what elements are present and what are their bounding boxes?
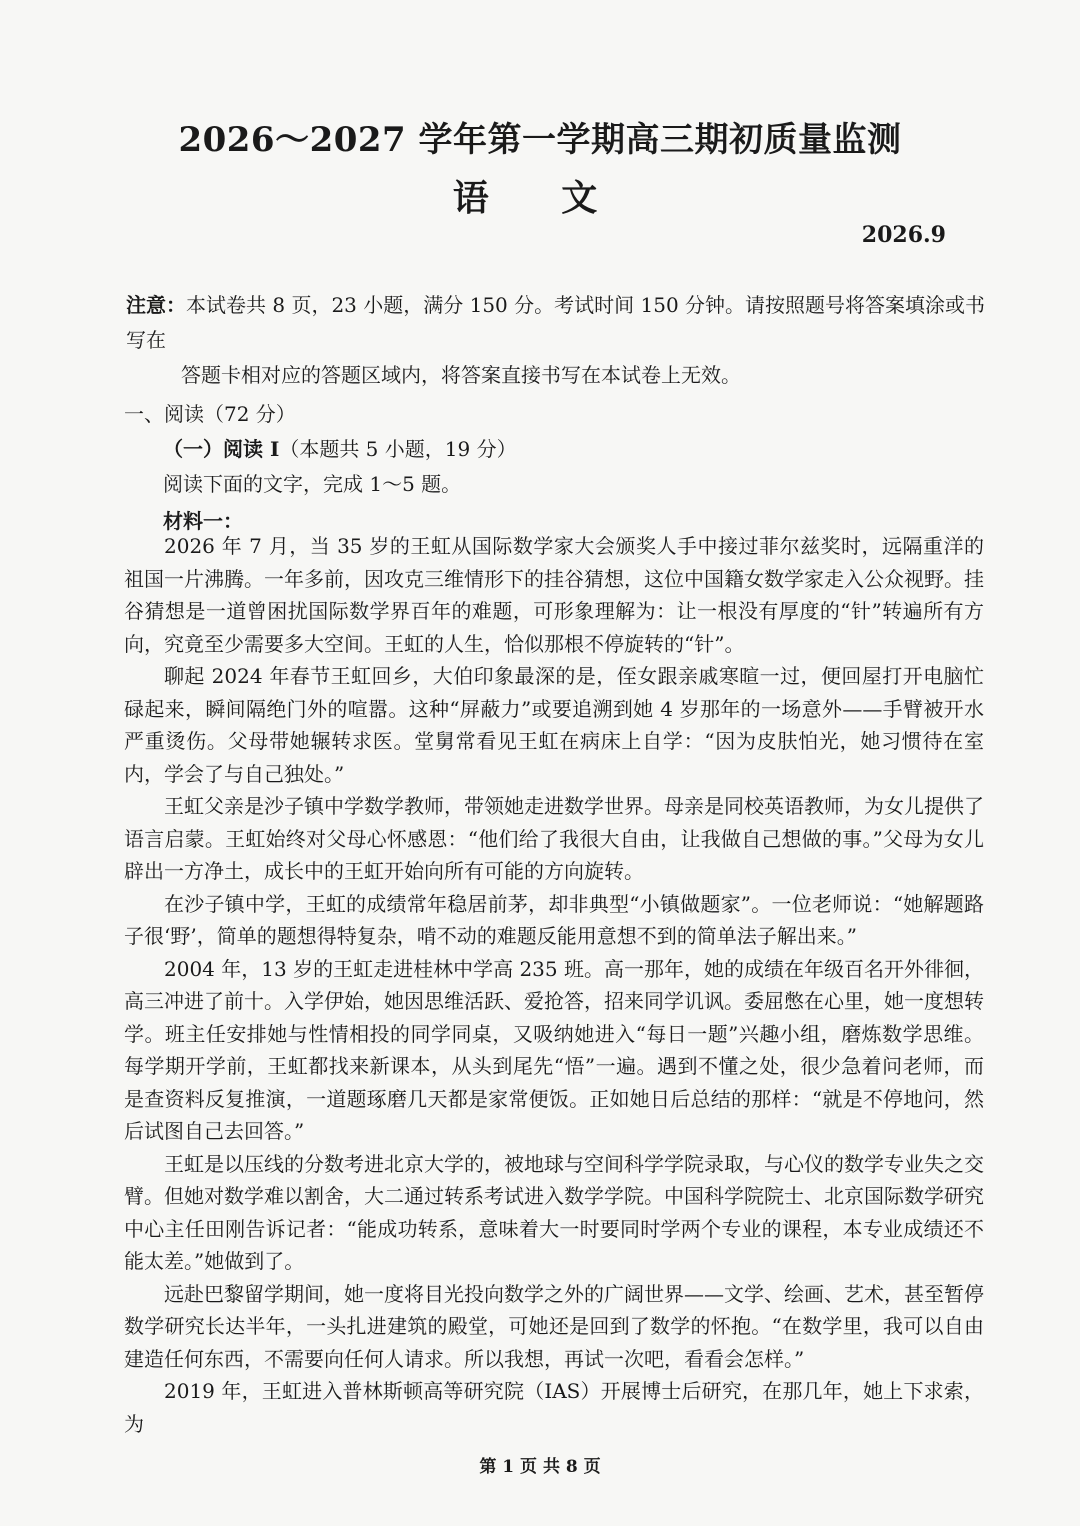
instruction: 阅读下面的文字，完成 1～5 题。	[163, 472, 462, 496]
notice-label: 注意：	[126, 293, 186, 317]
paragraph: 王虹父亲是沙子镇中学数学教师，带领她走进数学世界。母亲是同校英语教师，为女儿提供了语言启蒙。王虹始终对父母心怀感恩：“他们给了我很大自由，让我做自己想做的事。”父母为女儿辟出一方净土，成长中的王虹开始向所有可能的方向旋转。	[124, 794, 984, 883]
subsection-bold: （一）阅读 I	[163, 437, 280, 461]
paragraph: 聊起 2024 年春节王虹回乡，大伯印象最深的是，侄女跟亲戚寒暄一过，便回屋打开电脑忙碌起来，瞬间隔绝门外的喧嚣。这种“屏蔽力”或要追溯到她 4 岁那年的一场意外——手臂被开水严重烫伤。父母带她辗转求医。堂舅常看见王虹在病床上自学：“因为皮肤怕光，她习惯待在室内，学会了与自己独处。”	[124, 664, 984, 786]
paragraph: 王虹是以压线的分数考进北京大学的，被地球与空间科学学院录取，与心仪的数学专业失之交臂。但她对数学难以割舍，大二通过转系考试进入数学学院。中国科学院院士、北京国际数学研究中心主任田刚告诉记者：“能成功转系，意味着大一时要同时学两个专业的课程，本专业成绩还不能太差。”她做到了。	[124, 1151, 984, 1273]
paragraph: 远赴巴黎留学期间，她一度将目光投向数学之外的广阔世界——文学、绘画、艺术，甚至暂停数学研究长达半年，一头扎进建筑的殿堂，可她还是回到了数学的怀抱。“在数学里，我可以自由建造任何东西，不需要向任何人请求。所以我想，再试一次吧，看看会怎样。”	[124, 1281, 984, 1371]
paragraph: 2004 年，13 岁的王虹走进桂林中学高 235 班。高一那年，她的成绩在年级百名开外徘徊，高三冲进了前十。入学伊始，她因思维活跃、爱抢答，招来同学讥讽。委屈憋在心里，她一度想转学。班主任安排她与性情相投的同学同桌，又吸纳她进入“每日一题”兴趣小组，磨炼数学思维。每学期开学前，王虹都找来新课本，从头到尾先“悟”一遍。遇到不懂之处，很少急着问老师，而是查资料反复推演，一道题琢磨几天都是家常便饭。正如她日后总结的那样：“就是不停地问，然后试图自己去回答。”	[124, 956, 984, 1143]
material-label: 材料一：	[163, 509, 243, 533]
subject-title: 语 文	[452, 177, 628, 219]
exam-date: 2026.9	[861, 222, 946, 248]
paragraph: 在沙子镇中学，王虹的成绩常年稳居前茅，却非典型“小镇做题家”。一位老师说：“她解题路子很‘野’，简单的题想得特复杂，啃不动的难题反能用意想不到的简单法子解出来。”	[124, 891, 984, 948]
article-body	[124, 530, 984, 1440]
subsection-rest: （本题共 5 小题，19 分）	[279, 437, 517, 461]
subsection-title	[163, 433, 517, 462]
paragraph: 2026 年 7 月，当 35 岁的王虹从国际数学家大会颁奖人手中接过菲尔兹奖时，远隔重洋的祖国一片沸腾。一年多前，因攻克三维情形下的挂谷猜想，这位中国籍女数学家走入公众视野。挂谷猜想是一道曾困扰国际数学界百年的难题，可形象理解为：让一根没有厚度的“针”转遍所有方向，究竟至少需要多大空间。王虹的人生，恰似那根不停旋转的“针”。	[124, 534, 984, 656]
page-footer: 第 1 页 共 8 页	[479, 1457, 601, 1477]
paragraph: 2019 年，王虹进入普林斯顿高等研究院（IAS）开展博士后研究，在那几年，她上下求索，为	[124, 1379, 984, 1436]
notice-line-2: 答题卡相对应的答题区域内，将答案直接书写在本试卷上无效。	[181, 363, 741, 387]
notice-line-1: 本试卷共 8 页，23 小题，满分 150 分。考试时间 150 分钟。请按照题号将答案填涂或书写在	[126, 293, 986, 352]
section-title: 一、阅读（72 分）	[124, 402, 296, 426]
notice-block	[126, 288, 986, 393]
exam-title: 2026～2027 学年第一学期高三期初质量监测	[178, 120, 902, 160]
